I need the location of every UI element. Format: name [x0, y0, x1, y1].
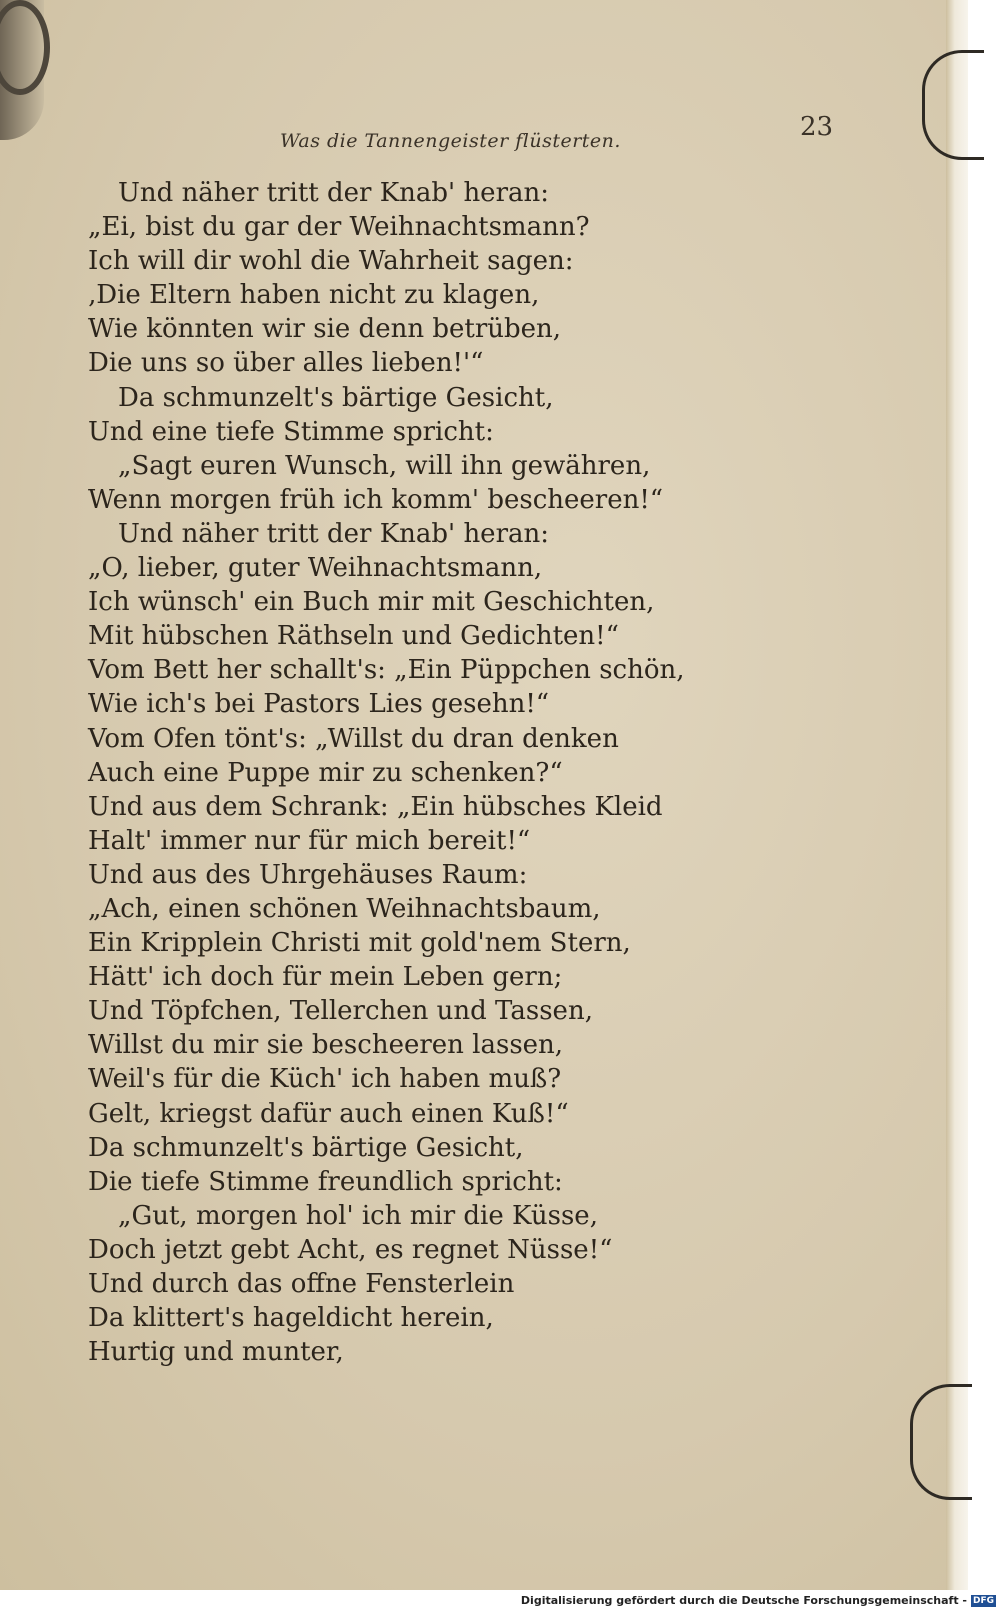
poem-line: Und näher tritt der Knab' heran: — [118, 178, 550, 208]
poem-line: Und aus des Uhrgehäuses Raum: — [88, 859, 528, 890]
poem-line: Halt' immer nur für mich bereit!“ — [88, 825, 531, 856]
poem-line: Da schmunzelt's bärtige Gesicht, — [88, 1132, 524, 1163]
poem-line: Ein Kripplein Christi mit gold'nem Stern, — [88, 928, 631, 959]
running-head: Was die Tannengeister flüsterten. — [280, 130, 621, 152]
poem-line: Die tiefe Stimme freundlich spricht: — [88, 1166, 563, 1197]
dfg-logo-icon: DFG — [972, 1596, 994, 1606]
poem-line: ‚Die Eltern haben nicht zu klagen, — [88, 280, 540, 311]
poem-line: Und eine tiefe Stimme spricht: — [88, 416, 494, 447]
page-number: 23 — [800, 112, 834, 142]
poem-text — [88, 176, 728, 1369]
poem-line: „Ach, einen schönen Weihnachtsbaum, — [88, 893, 601, 924]
poem-line: Ich will dir wohl die Wahrheit sagen: — [88, 246, 574, 277]
poem-line: „Sagt euren Wunsch, will ihn gewähren, — [118, 450, 651, 481]
poem-line: Vom Bett her schallt's: „Ein Püppchen schön, — [88, 655, 685, 686]
poem-line: „Gut, morgen hol' ich mir die Küsse, — [118, 1200, 598, 1231]
poem-line: Weil's für die Küch' ich haben muß? — [88, 1064, 562, 1095]
credit-text: Digitalisierung gefördert durch die Deutsche Forschungsgemeinschaft - — [520, 1594, 967, 1607]
poem-line: Ich wünsch' ein Buch mir mit Geschichten, — [88, 587, 655, 618]
poem-line: Und Töpfchen, Tellerchen und Tassen, — [88, 996, 593, 1027]
poem-line: Die uns so über alles lieben!'“ — [88, 348, 484, 379]
poem-line: Doch jetzt gebt Acht, es regnet Nüsse!“ — [88, 1234, 613, 1265]
poem-line: „Ei, bist du gar der Weihnachtsmann? — [88, 212, 590, 243]
poem-line: Willst du mir sie bescheeren lassen, — [88, 1030, 564, 1061]
poem-line: „O, lieber, guter Weihnachtsmann, — [88, 553, 543, 584]
poem-line: Und durch das offne Fensterlein — [88, 1269, 515, 1299]
poem-line: Gelt, kriegst dafür auch einen Kuß!“ — [88, 1098, 569, 1129]
poem-line: Da klittert's hageldicht herein, — [88, 1303, 494, 1334]
poem-line: Und näher tritt der Knab' heran: — [118, 518, 550, 549]
poem-line: Mit hübschen Räthseln und Gedichten!“ — [88, 621, 619, 652]
poem-line: Auch eine Puppe mir zu schenken?“ — [88, 757, 563, 788]
poem-line: Hurtig und munter, — [88, 1337, 344, 1368]
page-right-edge — [946, 0, 968, 1590]
page-clip-top-icon — [922, 50, 984, 160]
poem-line: Vom Ofen tönt's: „Willst du dran denken — [88, 723, 619, 754]
poem-line: Und aus dem Schrank: „Ein hübsches Kleid — [88, 791, 663, 822]
poem-line: Wie ich's bei Pastors Lies gesehn!“ — [88, 689, 550, 720]
poem-line: Wenn morgen früh ich komm' bescheeren!“ — [88, 484, 664, 515]
poem-line: Hätt' ich doch für mein Leben gern; — [88, 962, 563, 993]
digitization-credit — [521, 1594, 996, 1607]
page-clip-bottom-icon — [910, 1384, 972, 1500]
poem-line: Wie könnten wir sie denn betrüben, — [88, 314, 562, 345]
poem-line: Da schmunzelt's bärtige Gesicht, — [118, 382, 554, 413]
